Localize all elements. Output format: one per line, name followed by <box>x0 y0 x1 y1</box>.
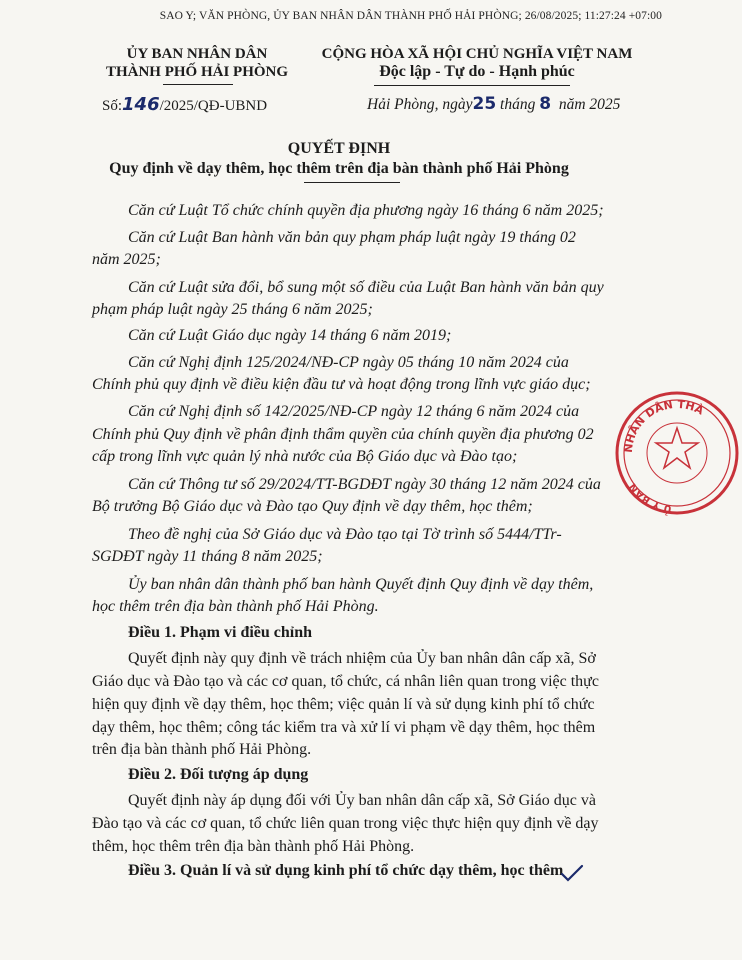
article-2-line-3: thêm, học thêm trên địa bàn thành phố Hải Phòng. <box>92 838 415 855</box>
national-line2: Độc lập - Tự do - Hạnh phúc <box>379 63 575 80</box>
document-number <box>102 94 267 115</box>
svg-text:Ủ Y BAN <box>628 481 673 517</box>
national-underline <box>374 85 570 86</box>
issuer-line1: ỦY BAN NHÂN DÂN <box>126 46 268 62</box>
basis-line-4: Căn cứ Luật sửa đổi, bổ sung một số điều của Luật Ban hành văn bản quy <box>128 279 604 296</box>
issuer-underline <box>163 84 233 85</box>
copy-note: SAO Y; VĂN PHÒNG, ỦY BAN NHÂN DÂN THÀNH PHỐ HẢI PHÒNG; 26/08/2025; 11:27:24 +07:00 <box>159 10 662 22</box>
issue-date <box>367 94 620 114</box>
basis-line-8: Chính phủ quy định về điều kiện đầu tư và hoạt động trong lĩnh vực giáo dục; <box>92 376 591 393</box>
article-2-line-2: Đào tạo và các cơ quan, tổ chức liên quan trong việc thực hiện quy định về dạy <box>92 815 599 832</box>
article-1-line-2: Giáo dục và Đào tạo và các cơ quan, tổ chức, cá nhân liên quan trong việc thực <box>92 673 599 690</box>
basis-line-10: Chính phủ Quy định về phân định thẩm quyền của chính quyền địa phương 02 <box>92 426 594 443</box>
national-line1: CỘNG HÒA XÃ HỘI CHỦ NGHĨA VIỆT NAM <box>321 46 633 62</box>
article-3-heading: Điều 3. Quản lí và sử dụng kinh phí tổ chức dạy thêm, học thêm <box>128 862 564 879</box>
article-1-heading: Điều 1. Phạm vi điều chỉnh <box>128 624 313 641</box>
basis-line-1: Căn cứ Luật Tổ chức chính quyền địa phương ngày 16 tháng 6 năm 2025; <box>128 202 604 219</box>
article-1-line-4: dạy thêm, học thêm; công tác kiểm tra và xử lí vi phạm về dạy thêm, học thêm <box>92 719 596 736</box>
subtitle-underline <box>304 182 400 183</box>
article-1-line-5: trên địa bàn thành phố Hải Phòng. <box>92 741 312 758</box>
basis-line-6: Căn cứ Luật Giáo dục ngày 14 tháng 6 năm 2019; <box>128 327 452 344</box>
number-suffix: /2025/QĐ-UBND <box>159 98 268 114</box>
stamp-top-text: NHÂN DÂN THÀ <box>621 397 706 454</box>
national-block <box>318 45 636 81</box>
basis-line-16: Ủy ban nhân dân thành phố ban hành Quyết định Quy định về dạy thêm, <box>128 576 594 593</box>
handwritten-tick-icon <box>560 862 584 884</box>
basis-line-5: phạm pháp luật ngày 25 tháng 6 năm 2025; <box>92 301 373 318</box>
article-2-line-1: Quyết định này áp dụng đối với Ủy ban nhân dân cấp xã, Sở Giáo dục và <box>128 792 596 809</box>
day-handwritten: 25 <box>472 94 497 114</box>
basis-line-13: Bộ trưởng Bộ Giáo dục và Đào tạo Quy định về dạy thêm, học thêm; <box>92 498 533 515</box>
basis-line-17: học thêm trên địa bàn thành phố Hải Phòng. <box>92 598 379 615</box>
decision-title: QUYẾT ĐỊNH <box>287 140 391 157</box>
year-text: năm 2025 <box>558 96 621 113</box>
issuer-line2: THÀNH PHỐ HẢI PHÒNG <box>105 64 289 80</box>
issuer-block <box>104 45 290 81</box>
stamp-side-text: Ủ Y BAN <box>627 480 673 515</box>
decision-subtitle: Quy định về dạy thêm, học thêm trên địa bàn thành phố Hải Phòng <box>109 160 569 177</box>
month-word: tháng <box>500 96 536 113</box>
article-2-heading: Điều 2. Đối tượng áp dụng <box>128 766 309 783</box>
article-1-line-3: hiện quy định về dạy thêm, học thêm; việc quản lí và sử dụng kinh phí tổ chức <box>92 696 595 713</box>
basis-line-11: cấp trong lĩnh vực quản lý nhà nước của Bộ Giáo dục và Đào tạo; <box>92 448 518 465</box>
number-handwritten: 146 <box>122 94 160 115</box>
basis-line-14: Theo đề nghị của Sở Giáo dục và Đào tạo tại Tờ trình số 5444/TTr- <box>128 526 562 543</box>
red-seal-stamp <box>612 388 742 518</box>
basis-line-12: Căn cứ Thông tư số 29/2024/TT-BGDĐT ngày 30 tháng 12 năm 2024 của <box>128 476 601 493</box>
basis-line-3: năm 2025; <box>92 251 161 268</box>
article-1-line-1: Quyết định này quy định về trách nhiệm của Ủy ban nhân dân cấp xã, Sở <box>128 650 596 667</box>
basis-line-9: Căn cứ Nghị định số 142/2025/NĐ-CP ngày 12 tháng 6 năm 2024 của <box>128 403 580 420</box>
number-prefix: Số: <box>102 98 123 114</box>
basis-line-15: SGDĐT ngày 11 tháng 8 năm 2025; <box>92 548 323 565</box>
month-handwritten: 8 <box>539 94 552 114</box>
basis-line-2: Căn cứ Luật Ban hành văn bản quy phạm pháp luật ngày 19 tháng 02 <box>128 229 576 246</box>
basis-line-7: Căn cứ Nghị định 125/2024/NĐ-CP ngày 05 tháng 10 năm 2024 của <box>128 354 569 371</box>
date-prefix: Hải Phòng, ngày <box>367 96 473 113</box>
